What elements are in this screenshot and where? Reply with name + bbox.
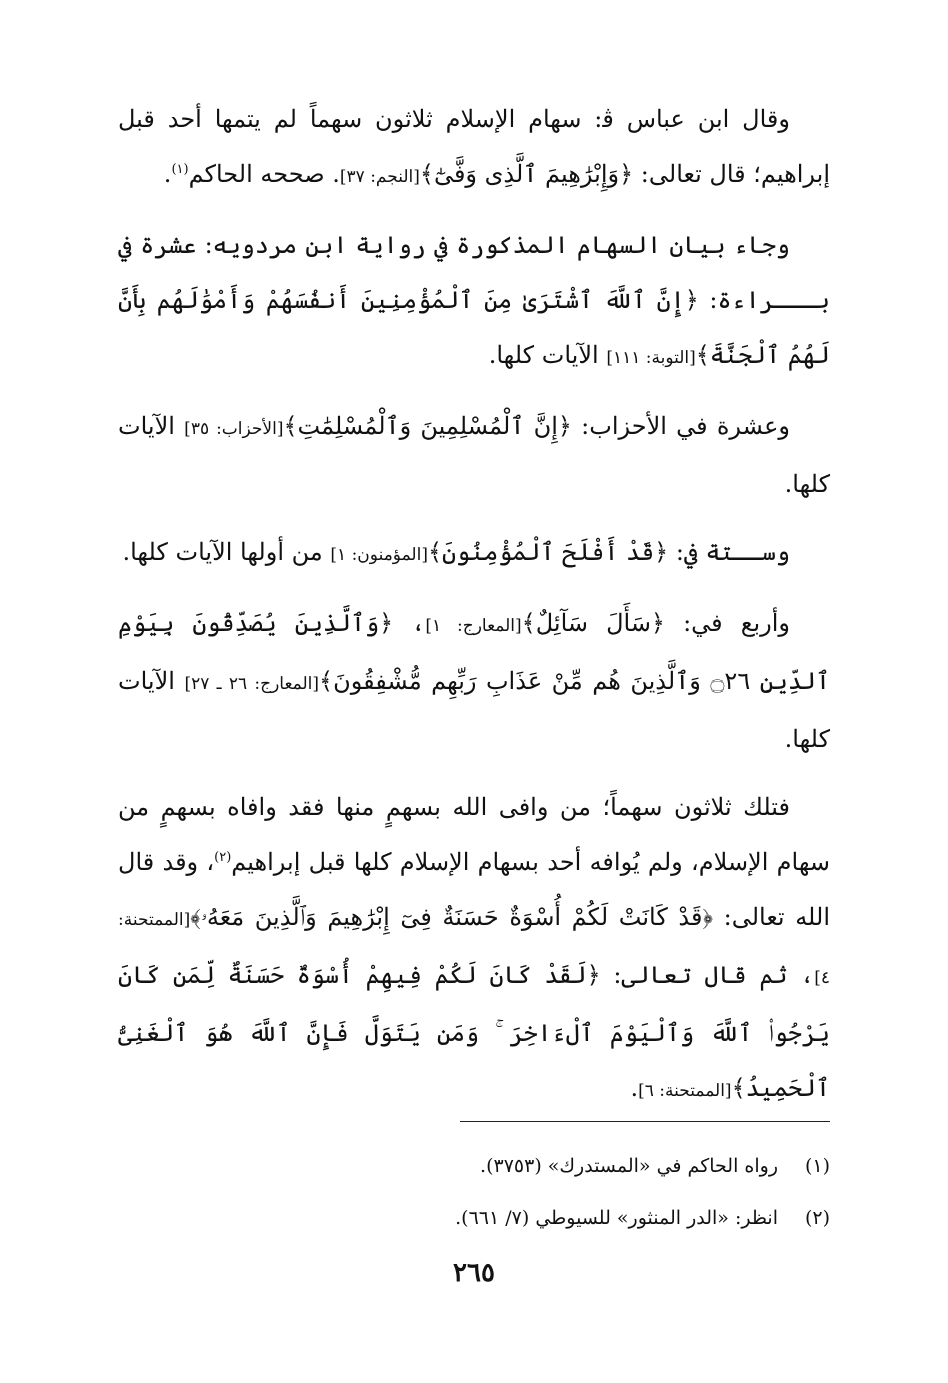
- verse-reference: [الأحزاب: ٣٥]: [184, 419, 284, 439]
- paragraph-text: وعشرة في الأحزاب:: [571, 412, 790, 440]
- verse-reference: [الممتحنة: ٦]: [638, 1081, 732, 1101]
- paragraph: [118, 218, 830, 386]
- verse-reference: [النجم: ٣٧]: [339, 167, 420, 187]
- footnote-number: (١): [804, 1155, 830, 1177]
- paragraph-text: . صححه الحاكم: [188, 160, 340, 188]
- footnotes: [118, 1140, 830, 1244]
- paragraph-text: .: [163, 160, 172, 188]
- paragraph-text: فتلك ثلاثون سهماً؛ من وافى الله بسهمٍ منها فقد وافاه بسهمٍ من سهام الإسلام، ولم يُوافه أحد بسهام الإسلام كلها قبل إبراهيم: [118, 793, 830, 876]
- quran-verse: ﴿لَقَدْ كَانَ لَكُمْ فِيهِمْ أُسْوَةٌ حَسَنَةٌ لِّمَن كَانَ يَرْجُوا۟ ٱللَّهَ وَٱلْيَوْمَ ٱلْءَاخِرَ ۚ وَمَن يَتَوَلَّ فَإِنَّ ٱللَّهَ هُوَ ٱلْغَنِىُّ ٱلْحَمِيدُ﴾: [118, 961, 830, 1102]
- paragraph: [118, 92, 830, 205]
- quran-verse: ﴿قَدْ كَانَتْ لَكُمْ أُسْوَةٌ حَسَنَةٌ فِىٓ إِبْرَٰهِيمَ وَٱلَّذِينَ مَعَهُۥ﴾: [190, 903, 714, 931]
- quran-verse: ﴿وَإِبْرَٰهِيمَ ٱلَّذِى وَفَّىٰٓ﴾: [419, 160, 634, 188]
- paragraph: [118, 399, 830, 512]
- quran-verse: ﴿قَدْ أَفْلَحَ ٱلْمُؤْمِنُونَ﴾: [427, 538, 669, 566]
- quran-verse: ﴿وَٱلَّذِينَ يُصَدِّقُونَ بِيَوْمِ ٱلدِّينِ ۝٢٦ وَٱلَّذِينَ هُم مِّنْ عَذَابِ رَبِّهِم مُّشْفِقُونَ﴾: [118, 609, 831, 695]
- quran-verse: ﴿إِنَّ ٱللَّهَ ٱشْتَرَىٰ مِنَ ٱلْمُؤْمِنِينَ أَنفُسَهُمْ وَأَمْوَٰلَهُم بِأَنَّ لَهُمُ ٱلْجَنَّةَ﴾: [118, 286, 830, 369]
- footnote: [118, 1140, 830, 1192]
- footnote-number: (٢): [804, 1207, 830, 1229]
- paragraph-text: من أولها الآيات كلها.: [122, 538, 331, 566]
- paragraph-text: ،: [393, 609, 426, 637]
- footnote-text: انظر: «الدر المنثور» للسيوطي (٧/ ٦٦١).: [455, 1207, 778, 1229]
- verse-reference: [المؤمنون: ١]: [330, 545, 428, 565]
- page-number: ٢٦٥: [453, 1258, 495, 1288]
- footnote-text: رواه الحاكم في «المستدرك» (٣٧٥٣).: [480, 1155, 778, 1177]
- main-text: [118, 92, 830, 1132]
- verse-reference: [المعارج: ٢٦ ـ ٢٧]: [184, 674, 320, 694]
- paragraph-text: ، ثم قال تعالى:: [600, 961, 815, 989]
- verse-reference: [الممتحنة: ٤]: [118, 910, 830, 988]
- paragraph: [118, 525, 830, 583]
- paragraph-text: وجاء بيان السهام المذكورة في رواية ابن مردويه: عشرة في بـــراءة:: [118, 231, 830, 314]
- quran-verse: ﴿إِنَّ ٱلْمُسْلِمِينَ وَٱلْمُسْلِمَٰتِ﴾: [283, 412, 572, 440]
- paragraph-text: وقال ابن عباس ﭬ: سهام الإسلام ثلاثون سهماً لم يتمها أحد قبل إبراهيم؛ قال تعالى:: [118, 105, 830, 188]
- paragraph-text: وأربع في:: [665, 609, 791, 637]
- footnote: [118, 1192, 830, 1244]
- paragraph-text: الآيات كلها.: [118, 412, 830, 498]
- paragraph: [118, 596, 830, 767]
- verse-reference: [التوبة: ١١١]: [606, 348, 696, 368]
- paragraph-text: .: [630, 1074, 639, 1102]
- paragraph: [118, 780, 830, 1119]
- footnote-marker: (١): [171, 162, 189, 177]
- paragraph-text: وســتة في:: [668, 538, 790, 566]
- paragraph-text: الآيات كلها.: [488, 341, 607, 369]
- footnote-separator: [460, 1121, 830, 1122]
- quran-verse: ﴿سَأَلَ سَآئِلٌ﴾: [521, 609, 665, 637]
- paragraph-text: ، وقد قال الله تعالى:: [118, 848, 830, 931]
- paragraph-text: الآيات كلها.: [118, 667, 830, 753]
- verse-reference: [المعارج: ١]: [425, 616, 522, 636]
- footnote-marker: (٢): [214, 850, 232, 865]
